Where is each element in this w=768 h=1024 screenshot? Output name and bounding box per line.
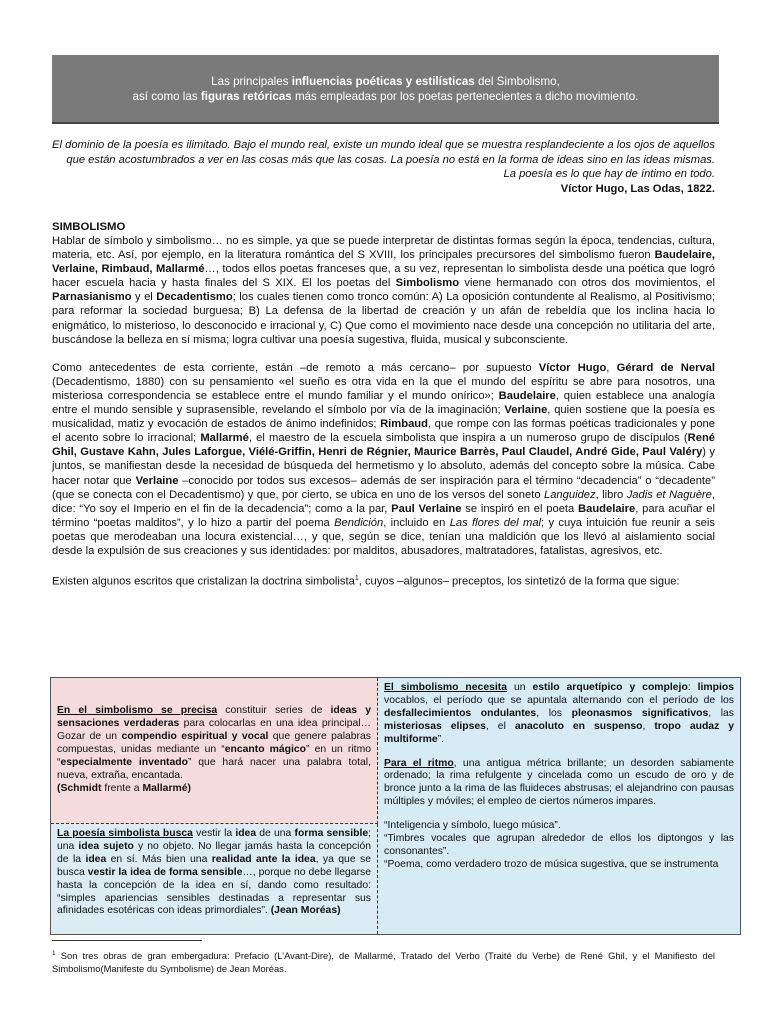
- footnote: $^1$ Son tres obras de gran embergadura: Prefacio (L’Avant-Dire), de Mallarmé, Tratado del Verbo (Traité du Verbe) de René Ghil, y el Manifiesto del Simbolismo(Manifeste du Symbolisme) de Jean Moréas.: [52, 950, 715, 974]
- footnote-divider: [52, 940, 202, 941]
- epigraph-quote: [52, 138, 715, 196]
- section-heading: SIMBOLISMO: [52, 221, 126, 233]
- ritmo-paragraph: Para el ritmo, una antigua métrica brillante; un desorden sabiamente ordenado; la rima refulgente y cincelada como un escudo de oro y de bronce junto a la rima de las fluideces abstrusas; el alejandrino con pausas múltiples y móviles; el empleo de ciertos números impares.: [384, 757, 734, 808]
- table-cell-simbolismo-necesita: [378, 678, 740, 934]
- table-cell-simbolismo-precisa: En el simbolismo se precisa constituir series de ideas y sensaciones verdaderas para colocarlas en una idea principal… Gozar de un compendio espiritual y vocal que genere palabras compuestas, unidas mediante un “encanto mágico” en un ritmo “especialmente inventado” que hará nacer una palabra total, nueva, extraña, encantada. (Schmidt frente a Mallarmé): [51, 678, 378, 824]
- footnote-mark: 1: [52, 950, 56, 957]
- quotes-paragraph: “Inteligencia y símbolo, luego música”. “Timbres vocales que agrupan alrededor de ellos los diptongos y las consonantes”. “Poema, como verdadero trozo de música sugestiva, que se instrumenta: [384, 820, 734, 870]
- footnote-ref[interactable]: 1: [354, 575, 359, 583]
- quote-source: Víctor Hugo, Las Odas, 1822.: [560, 182, 715, 195]
- necesita-paragraph: El simbolismo necesita un estilo arquetípico y complejo: limpios vocablos, el período que se apuntala alternando con el período de los desfallecimientos ondulantes, los pleonasmos significativos, las misteriosas elipses, el anacoluto en suspenso, tropo audaz y multiforme”.: [384, 682, 735, 745]
- paragraph-2: Como antecedentes de esta corriente, están –de remoto a más cercano– por supuesto Víctor Hugo, Gérard de Nerval (Decadentismo, 1880) con su pensamiento «el sueño es otra vida en la que el mundo del espíritu se abre para nosotros, una misteriosa correspondencia se establece entre el mundo familiar y el mundo onírico»; Baudelaire, quien establece una analogía entre el mundo sensible y suprasensible, revelando el símbolo por vía de la imaginación; Verlaine, quien sostiene que la poesía es musicalidad, matiz y evocación de estados de ánimo indefinidos; Rimbaud, que rompe con las formas poéticas tradicionales y pone el acento sobre lo irracional; Mallarmé, el maestro de la escuela simbolista que inspira a un numeroso grupo de discípulos (René Ghil, Gustave Kahn, Jules Laforgue, Viélé-Griffin, Henri de Régnier, Maurice Barrès, Paul Claudel, André Gide, Paul Valéry) y juntos, se manifiestan desde la necesidad de búsqueda del hermetismo y lo absoluto, además del concepto sobre la música. Cabe hacer notar que Verlaine –conocido por todos sus excesos– además de ser inspiración para el término “decadencia” o “decadente” (que se conecta con el Decadentismo) y que, por cierto, se ubica en uno de los versos del soneto Languidez, libro Jadis et Naguère, dice: “Yo soy el Imperio en el fin de la decadencia”; como a la par, Paul Verlaine se inspiró en el poeta Baudelaire, para acuñar el término “poetas malditos”, y lo hizo a partir del poema Bendición, incluido en Las flores del mal; y cuya intuición fue reunir a seis poetas que merodeaban una locura existencial…, y que, según se dice, tenían una maldición que los llevó al aislamiento social desde la expulsión de sus creaciones y sus identidades: por malditos, abusadores, maltratadores, fatalistas, agresivos, etc.: [52, 361, 716, 557]
- paragraph-1: Hablar de símbolo y simbolismo… no es simple, ya que se puede interpretar de distintas formas según la época, tendencias, cultura, materia, etc. Así, por ejemplo, en la literatura romántica del S XVIII, los principales precursores del simbolismo fueron Baudelaire, Verlaine, Rimbaud, Mallarmé…, todos ellos poetas franceses que, a su vez, representan lo simbolista desde una poética que logró hacer escuela hacia y hasta finales del S XIX. El los poetas del Simbolismo viene hermanado con otros dos movimientos, el Parnasianismo y el Decadentismo; los cuales tienen como tronco común: A) La oposición contundente al Realismo, al Positivismo; para reformar la sociedad burguesa; B) La defensa de la libertad de creación y un afán de rebeldía que los inclina hacia lo enigmático, lo misterioso, lo desconocido e irracional y, C) Que como el movimiento nace desde una concepción no utilitaria del arte, buscándose la belleza en sí misma; logra cultivar una poesía sugestiva, fluida, musical y subconsciente.: [52, 235, 715, 346]
- table-cell-poesia-busca: La poesía simbolista busca vestir la idea de una forma sensible; una idea sujeto y no objeto. No llegar jamás hasta la concepción de la idea en sí. Más bien una realidad ante la idea, ya que se busca vestir la idea de forma sensible…, porque no debe llegarse hasta la concepción de la idea en sí, dando como resultado: “simples apariencias sensibles destinadas a representar sus afinidades esotéricas con ideas primordiales”. (Jean Moréas): [51, 824, 378, 934]
- banner-line-1: Las principales influencias poéticas y estilísticas del Simbolismo,: [211, 74, 560, 88]
- main-text: [52, 220, 715, 589]
- quote-text: El dominio de la poesía es ilimitado. Bajo el mundo real, existe un mundo ideal que se muestra resplandeciente a los ojos de aquellos que están acostumbrados a ver en las cosas más que las cosas. La poesía no está en la forma de ideas sino en las ideas mismas. La poesía es lo que hay de íntimo en todo.: [52, 139, 715, 181]
- precepts-table: [50, 677, 741, 935]
- paragraph-3: Existen algunos escritos que cristalizan la doctrina simbolista$^1$, cuyos –algunos– preceptos, los sintetizó de la forma que sigue:: [52, 575, 680, 588]
- title-banner: [52, 55, 719, 124]
- banner-line-2: así como las figuras retóricas más empleadas por los poetas pertenecientes a dicho movimiento.: [132, 89, 639, 103]
